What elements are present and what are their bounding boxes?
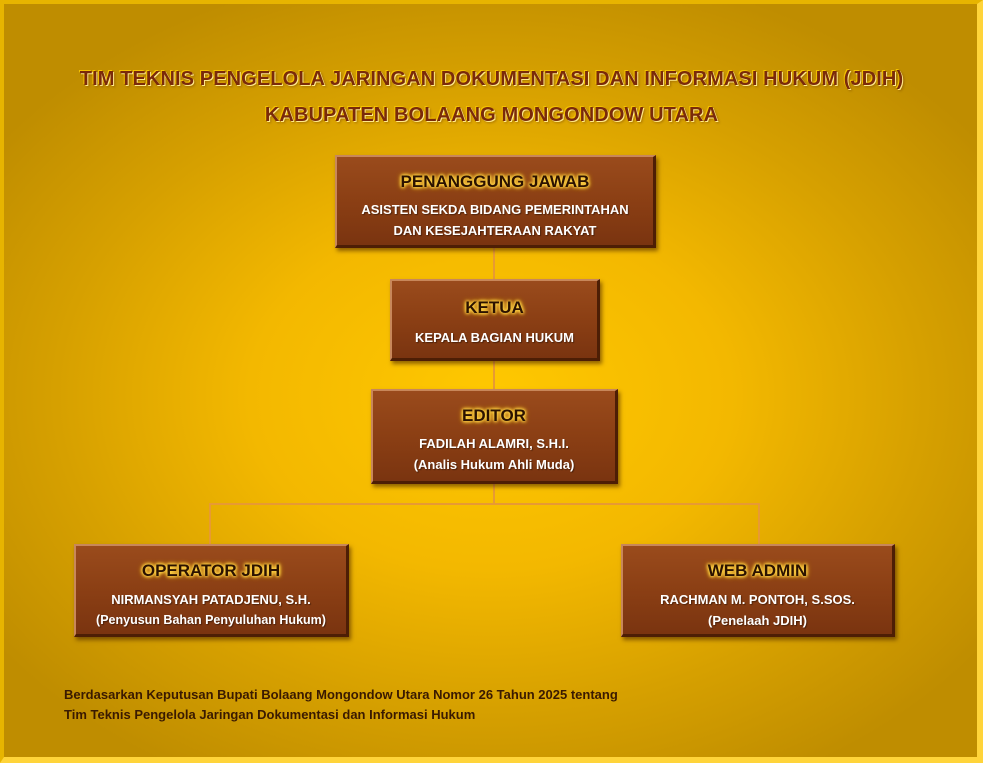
node-ketua xyxy=(390,279,600,361)
node-penanggung-jawab-line1: ASISTEN SEKDA BIDANG PEMERINTAHAN xyxy=(361,202,629,217)
node-web-admin-line2: (Penelaah JDIH) xyxy=(708,613,807,628)
footer-note-line2: Tim Teknis Pengelola Jaringan Dokumentasi dan Informasi Hukum xyxy=(64,707,476,722)
node-penanggung-jawab-line2: DAN KESEJAHTERAAN RAKYAT xyxy=(393,223,597,238)
node-editor-role: EDITOR xyxy=(462,406,526,425)
connector-to-web-admin xyxy=(758,503,760,544)
node-web-admin xyxy=(621,544,895,637)
connector-editor-down xyxy=(493,484,495,504)
node-operator-line2: (Penyusun Bahan Penyuluhan Hukum) xyxy=(96,613,326,627)
node-web-admin-line1: RACHMAN M. PONTOH, S.SOS. xyxy=(660,592,855,607)
node-editor xyxy=(371,389,618,484)
node-editor-line1: FADILAH ALAMRI, S.H.I. xyxy=(419,436,569,451)
node-operator-line1: NIRMANSYAH PATADJENU, S.H. xyxy=(111,592,311,607)
connector-pj-ketua xyxy=(493,248,495,279)
connector-ketua-editor xyxy=(493,361,495,389)
node-ketua-role: KETUA xyxy=(465,298,524,317)
node-operator-role: OPERATOR JDIH xyxy=(141,561,281,580)
connector-to-operator xyxy=(209,503,211,544)
chart-title-line1: TIM TEKNIS PENGELOLA JARINGAN DOKUMENTASI DAN INFORMASI HUKUM (JDIH) xyxy=(79,68,904,90)
node-editor-line2: (Analis Hukum Ahli Muda) xyxy=(413,457,575,472)
node-penanggung-jawab xyxy=(335,155,656,248)
connector-horizontal xyxy=(209,503,760,505)
chart-title-line2: KABUPATEN BOLAANG MONGONDOW UTARA xyxy=(264,104,719,126)
node-operator-jdih xyxy=(74,544,349,637)
footer-note-line1: Berdasarkan Keputusan Bupati Bolaang Mongondow Utara Nomor 26 Tahun 2025 tentang xyxy=(64,687,618,702)
node-penanggung-jawab-role: PENANGGUNG JAWAB xyxy=(400,172,590,191)
node-ketua-line1: KEPALA BAGIAN HUKUM xyxy=(415,330,574,345)
node-web-admin-role: WEB ADMIN xyxy=(707,561,808,580)
